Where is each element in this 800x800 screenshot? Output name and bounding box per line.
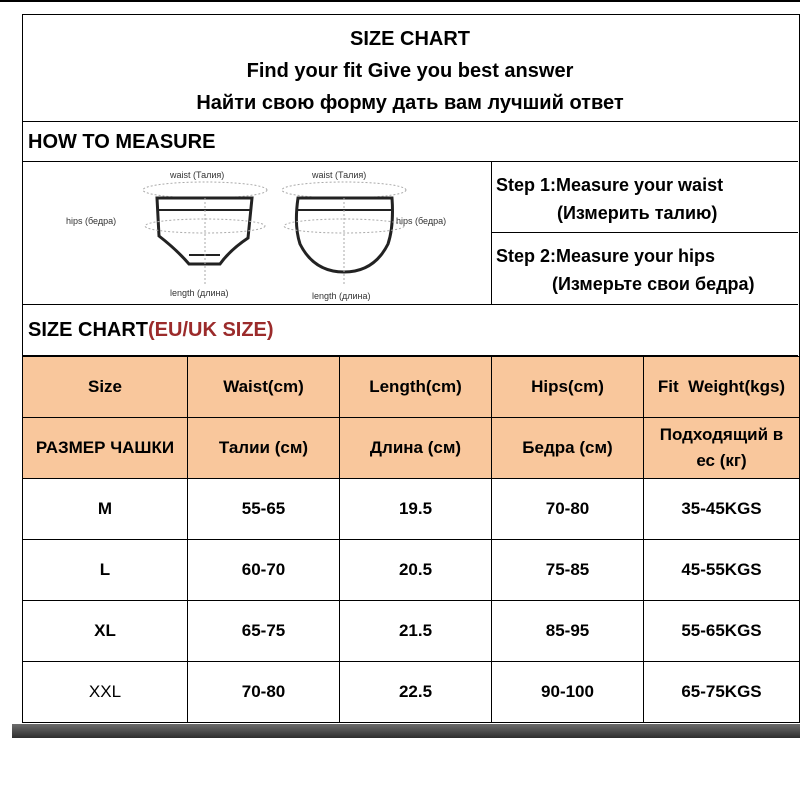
col-header-weight: Fit Weight(kgs): [644, 357, 800, 418]
size-table: [22, 356, 800, 723]
top-border: [0, 0, 800, 2]
length-cell: 22.5: [340, 662, 492, 723]
measure-divider-vertical: [491, 162, 492, 304]
hips-cell: 70-80: [492, 479, 644, 540]
briefs-front-illustration: [143, 182, 267, 286]
size-cell: M: [23, 479, 188, 540]
waist-label-back: waist (Талия): [312, 170, 367, 180]
col-header-waist: Waist(cm): [188, 357, 340, 418]
col-header-hips: Hips(cm): [492, 357, 644, 418]
step1-text: Step 1:Measure your waist: [496, 175, 724, 195]
length-label-front: length (длина): [170, 288, 229, 298]
how-to-measure-heading: HOW TO MEASURE: [28, 131, 216, 153]
length-cell: 21.5: [340, 601, 492, 662]
hips-label-back: hips (бедра): [396, 216, 447, 226]
size-chart-region: (EU/UK SIZE): [148, 319, 274, 341]
length-cell: 20.5: [340, 540, 492, 601]
measure-divider-horizontal: [491, 232, 798, 233]
subtitle-russian: Найти свою форму дать вам лучший ответ: [196, 92, 624, 114]
col-header-size: Size: [23, 357, 188, 418]
col-header-weight-ru: Подходящий в ес (кг): [644, 418, 800, 479]
subtitle-english: Find your fit Give you best answer: [246, 60, 574, 82]
waist-cell: 60-70: [188, 540, 340, 601]
waist-cell: 70-80: [188, 662, 340, 723]
step2-text: Step 2:Measure your hips: [496, 246, 716, 266]
weight-cell: 55-65KGS: [644, 601, 800, 662]
size-chart-title-row: [22, 305, 798, 356]
table-header-row-ru: [23, 418, 800, 479]
waist-label-front: waist (Талия): [170, 170, 225, 180]
size-cell: XL: [23, 601, 188, 662]
col-header-length: Length(cm): [340, 357, 492, 418]
size-cell: XXL: [23, 662, 188, 723]
col-header-length-ru: Длина (см): [340, 418, 492, 479]
hips-label-front: hips (бедра): [66, 216, 117, 226]
hips-cell: 85-95: [492, 601, 644, 662]
briefs-back-illustration: [282, 182, 406, 286]
table-row: [23, 662, 800, 723]
col-header-size-ru: РАЗМЕР ЧАШКИ: [23, 418, 188, 479]
waist-cell: 55-65: [188, 479, 340, 540]
col-header-hips-ru: Бедра (см): [492, 418, 644, 479]
waist-cell: 65-75: [188, 601, 340, 662]
size-chart-heading-text: SIZE CHART: [28, 319, 148, 341]
how-to-measure-section: [22, 121, 798, 162]
col-header-waist-ru: Талии (см): [188, 418, 340, 479]
length-label-back: length (длина): [312, 291, 371, 301]
hips-cell: 90-100: [492, 662, 644, 723]
length-cell: 19.5: [340, 479, 492, 540]
weight-cell: 45-55KGS: [644, 540, 800, 601]
step1-russian: (Измерить талию): [557, 203, 718, 223]
step2-russian: (Измерьте свои бедра): [552, 274, 755, 294]
table-row: [23, 540, 800, 601]
weight-cell: 35-45KGS: [644, 479, 800, 540]
size-cell: L: [23, 540, 188, 601]
briefs-measurement-diagram: [42, 164, 462, 304]
measure-instructions: [22, 162, 798, 305]
weight-cell: 65-75KGS: [644, 662, 800, 723]
table-row: [23, 601, 800, 662]
table-header-row-en: [23, 357, 800, 418]
page-header: [22, 14, 798, 122]
size-chart-heading: [28, 319, 274, 342]
page-title: SIZE CHART: [350, 28, 470, 50]
hips-cell: 75-85: [492, 540, 644, 601]
bottom-shadow-bar: [12, 724, 800, 738]
table-row: [23, 479, 800, 540]
